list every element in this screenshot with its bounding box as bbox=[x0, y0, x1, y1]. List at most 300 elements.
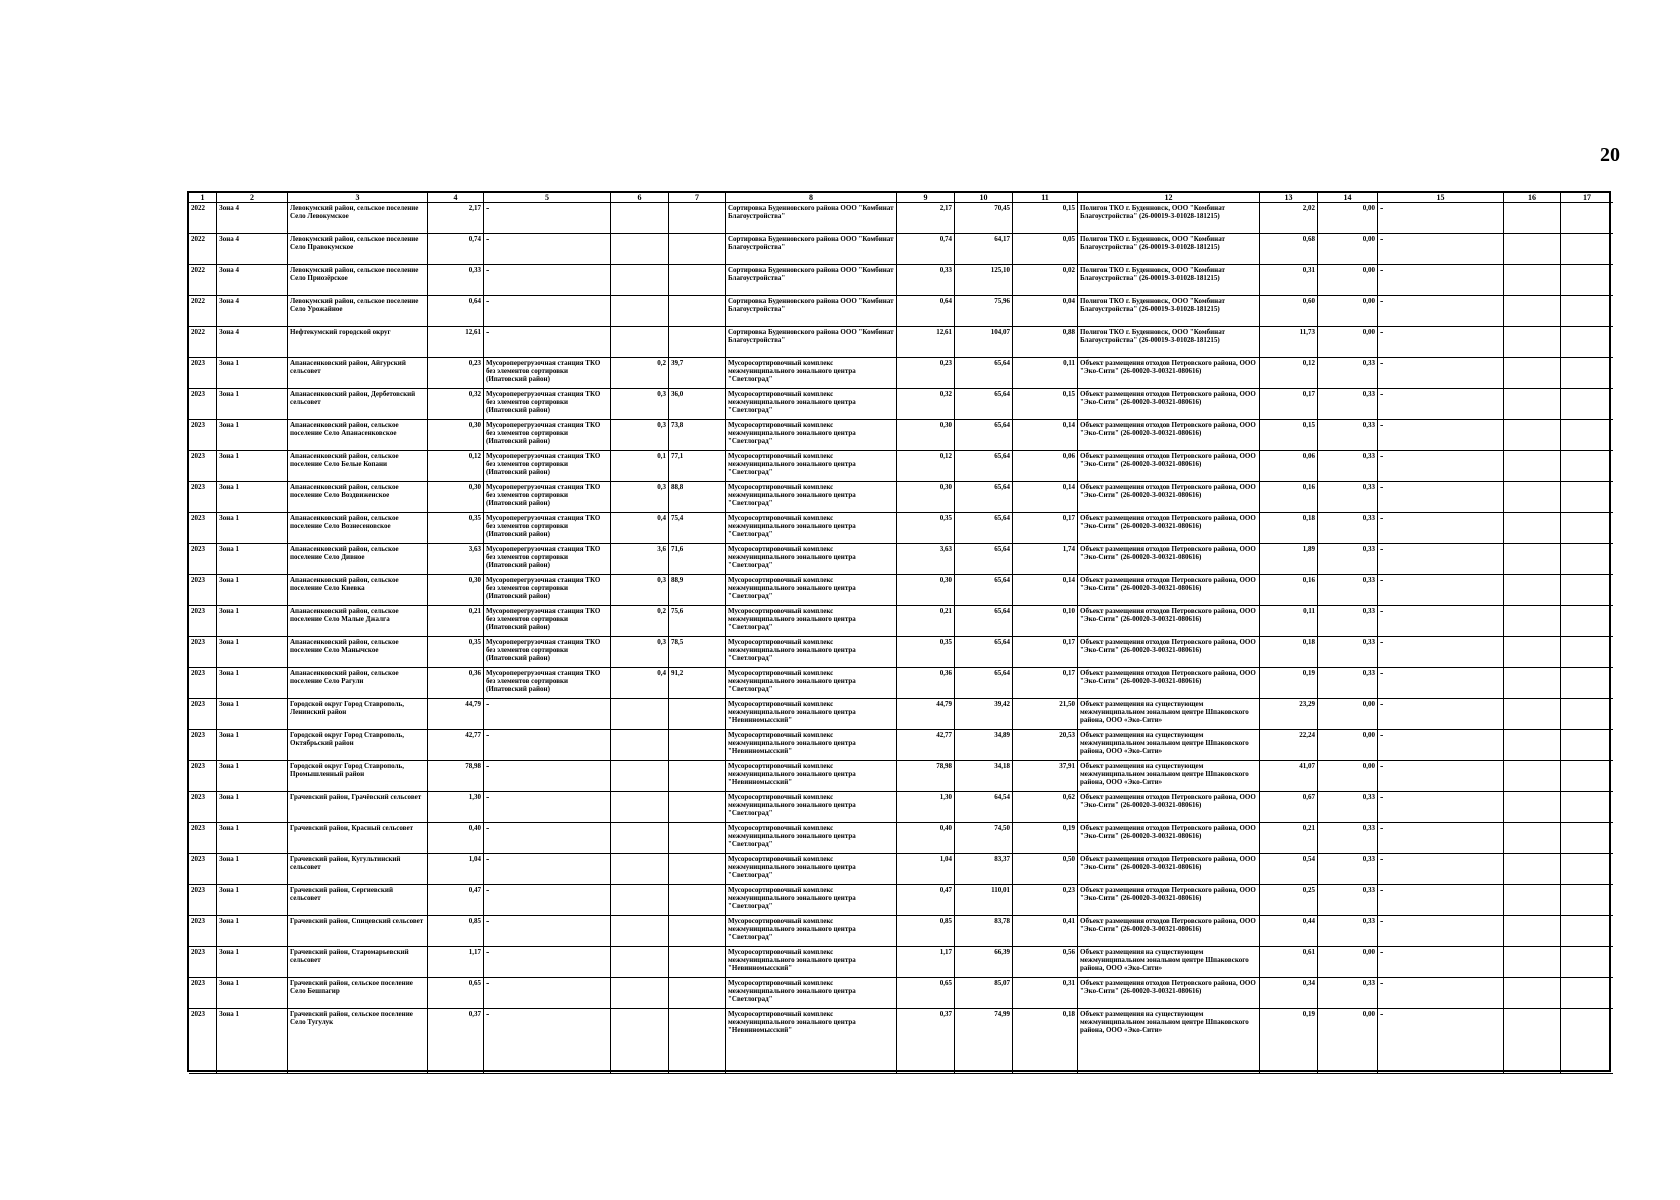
table-cell: 0,3 bbox=[611, 420, 669, 451]
table-cell: 0,16 bbox=[1260, 575, 1318, 606]
table-cell bbox=[1504, 668, 1561, 699]
table-cell bbox=[1561, 699, 1613, 730]
table-cell bbox=[1504, 575, 1561, 606]
table-cell: Грачевский район, Старомарьевский сельсовет bbox=[288, 947, 428, 978]
table-cell: - bbox=[1378, 730, 1504, 761]
table-cell: 0,11 bbox=[1013, 358, 1078, 389]
table-cell: Сортировка Буденновского района ООО "Комбинат Благоустройства" bbox=[726, 234, 897, 265]
table-cell bbox=[611, 761, 669, 792]
table-cell: Мусороперегрузочная станция ТКО без элементов сортировки (Ипатовский район) bbox=[484, 451, 611, 482]
column-header: 6 bbox=[611, 193, 669, 203]
table-cell: - bbox=[484, 947, 611, 978]
table-cell bbox=[611, 730, 669, 761]
table-cell: Объект размещения отходов Петровского района, ООО "Эко-Сити" (26-00020-З-00321-080616) bbox=[1078, 916, 1260, 947]
table-cell: 44,79 bbox=[897, 699, 955, 730]
table-cell: 34,89 bbox=[955, 730, 1013, 761]
table-cell: 0,34 bbox=[1260, 978, 1318, 1009]
table-cell: Объект размещения на существующем межмуниципальном зональном центре Шпаковского района, ООО «Эко-Сити» bbox=[1078, 699, 1260, 730]
table-cell: Мусороперегрузочная станция ТКО без элементов сортировки (Ипатовский район) bbox=[484, 389, 611, 420]
table-cell: Левокумский район, сельское поселение Село Правокумское bbox=[288, 234, 428, 265]
table-cell: 2,17 bbox=[897, 203, 955, 234]
table-cell: Объект размещения отходов Петровского района, ООО "Эко-Сити" (26-00020-З-00321-080616) bbox=[1078, 513, 1260, 544]
table-cell: - bbox=[1378, 978, 1504, 1009]
table-cell: 65,64 bbox=[955, 420, 1013, 451]
table-cell: 0,00 bbox=[1318, 699, 1378, 730]
table-cell: 0,33 bbox=[1318, 823, 1378, 854]
page-number: 20 bbox=[1600, 144, 1620, 166]
table-cell: 88,8 bbox=[669, 482, 726, 513]
table-cell: 0,00 bbox=[1318, 730, 1378, 761]
table-cell: Сортировка Буденновского района ООО "Комбинат Благоустройства" bbox=[726, 203, 897, 234]
table-cell: 0,33 bbox=[1318, 482, 1378, 513]
table-cell bbox=[1561, 885, 1613, 916]
table-cell: 0,33 bbox=[1318, 637, 1378, 668]
table-cell: Зона 1 bbox=[217, 668, 288, 699]
table-cell: 2023 bbox=[189, 854, 217, 885]
table-cell: Апанасенковский район, сельское поселение Село Рагули bbox=[288, 668, 428, 699]
table-cell: - bbox=[1378, 234, 1504, 265]
table-cell: Мусоросортировочный комплекс межмуниципального зонального центра "Светлоград" bbox=[726, 823, 897, 854]
table-cell bbox=[669, 203, 726, 234]
table-cell: 2023 bbox=[189, 761, 217, 792]
table-cell bbox=[1561, 730, 1613, 761]
table-cell: Зона 1 bbox=[217, 730, 288, 761]
table-cell: Зона 1 bbox=[217, 544, 288, 575]
table-cell: 0,33 bbox=[1318, 978, 1378, 1009]
table-cell: 65,64 bbox=[955, 482, 1013, 513]
table-cell: 0,35 bbox=[428, 513, 484, 544]
table-cell: 74,50 bbox=[955, 823, 1013, 854]
table-cell: 2023 bbox=[189, 1009, 217, 1074]
table-cell: 0,06 bbox=[1260, 451, 1318, 482]
table-cell: Полигон ТКО г. Буденновск, ООО "Комбинат Благоустройства" (26-00019-З-01028-181215) bbox=[1078, 265, 1260, 296]
table-cell: Объект размещения отходов Петровского района, ООО "Эко-Сити" (26-00020-З-00321-080616) bbox=[1078, 978, 1260, 1009]
table-cell: Зона 4 bbox=[217, 327, 288, 358]
column-header: 1 bbox=[189, 193, 217, 203]
table-cell: Полигон ТКО г. Буденновск, ООО "Комбинат Благоустройства" (26-00019-З-01028-181215) bbox=[1078, 327, 1260, 358]
table-cell: 0,33 bbox=[1318, 668, 1378, 699]
table-cell: Сортировка Буденновского района ООО "Комбинат Благоустройства" bbox=[726, 296, 897, 327]
table-cell: 2023 bbox=[189, 389, 217, 420]
table-cell: Объект размещения отходов Петровского района, ООО "Эко-Сити" (26-00020-З-00321-080616) bbox=[1078, 606, 1260, 637]
table-cell bbox=[669, 730, 726, 761]
table-cell: - bbox=[1378, 513, 1504, 544]
table-cell: 71,6 bbox=[669, 544, 726, 575]
table-cell: 0,25 bbox=[1260, 885, 1318, 916]
table-cell: Мусоросортировочный комплекс межмуниципального зонального центра "Светлоград" bbox=[726, 420, 897, 451]
table-cell: Мусороперегрузочная станция ТКО без элементов сортировки (Ипатовский район) bbox=[484, 420, 611, 451]
table-cell: 0,00 bbox=[1318, 1009, 1378, 1074]
table-cell: Объект размещения отходов Петровского района, ООО "Эко-Сити" (26-00020-З-00321-080616) bbox=[1078, 792, 1260, 823]
table-cell bbox=[611, 823, 669, 854]
table-cell: 0,00 bbox=[1318, 947, 1378, 978]
table-cell: 0,10 bbox=[1013, 606, 1078, 637]
table-cell: 65,64 bbox=[955, 544, 1013, 575]
table-cell: 0,68 bbox=[1260, 234, 1318, 265]
table-cell: 2023 bbox=[189, 606, 217, 637]
table-cell: Грачевский район, Кугультинский сельсовет bbox=[288, 854, 428, 885]
table-cell: Нефтекумский городской округ bbox=[288, 327, 428, 358]
table-cell bbox=[669, 947, 726, 978]
table-cell bbox=[1504, 296, 1561, 327]
table-cell: Зона 1 bbox=[217, 482, 288, 513]
table-cell: 0,33 bbox=[1318, 792, 1378, 823]
table-cell: Грачевский район, сельское поселение Село Тугулук bbox=[288, 1009, 428, 1074]
table-cell: Сортировка Буденновского района ООО "Комбинат Благоустройства" bbox=[726, 327, 897, 358]
table-cell: - bbox=[1378, 637, 1504, 668]
table-cell: Грачевский район, Спицевский сельсовет bbox=[288, 916, 428, 947]
table-cell: 0,1 bbox=[611, 451, 669, 482]
table-cell: Объект размещения отходов Петровского района, ООО "Эко-Сити" (26-00020-З-00321-080616) bbox=[1078, 823, 1260, 854]
table-cell bbox=[1561, 451, 1613, 482]
table-cell: Апанасенковский район, Айгурский сельсовет bbox=[288, 358, 428, 389]
table-cell: Мусоросортировочный комплекс межмуниципального зонального центра "Светлоград" bbox=[726, 451, 897, 482]
table-cell: 66,39 bbox=[955, 947, 1013, 978]
table-cell: 75,96 bbox=[955, 296, 1013, 327]
table-cell: 0,11 bbox=[1260, 606, 1318, 637]
table-cell: Городской округ Город Ставрополь, Промышленный район bbox=[288, 761, 428, 792]
table-cell bbox=[1504, 234, 1561, 265]
table-cell: 88,9 bbox=[669, 575, 726, 606]
table-cell: - bbox=[484, 823, 611, 854]
table-cell: Объект размещения отходов Петровского района, ООО "Эко-Сити" (26-00020-З-00321-080616) bbox=[1078, 637, 1260, 668]
table-cell bbox=[1504, 1009, 1561, 1074]
table-cell: 1,17 bbox=[897, 947, 955, 978]
table-cell: 3,6 bbox=[611, 544, 669, 575]
table-cell: 1,30 bbox=[897, 792, 955, 823]
table-cell: Мусороперегрузочная станция ТКО без элементов сортировки (Ипатовский район) bbox=[484, 575, 611, 606]
table-cell: 2023 bbox=[189, 947, 217, 978]
table-cell: - bbox=[484, 792, 611, 823]
table-cell bbox=[1504, 389, 1561, 420]
table-cell bbox=[1561, 296, 1613, 327]
table-cell: 2023 bbox=[189, 544, 217, 575]
table-cell: 2022 bbox=[189, 203, 217, 234]
table-cell: Полигон ТКО г. Буденновск, ООО "Комбинат Благоустройства" (26-00019-З-01028-181215) bbox=[1078, 203, 1260, 234]
table-cell: 78,5 bbox=[669, 637, 726, 668]
table-cell: Мусоросортировочный комплекс межмуниципального зонального центра "Светлоград" bbox=[726, 513, 897, 544]
table-cell: 0,18 bbox=[1260, 513, 1318, 544]
table-cell bbox=[1504, 699, 1561, 730]
table-cell: 0,60 bbox=[1260, 296, 1318, 327]
table-cell: - bbox=[1378, 668, 1504, 699]
table-cell: 44,79 bbox=[428, 699, 484, 730]
table-cell: 37,91 bbox=[1013, 761, 1078, 792]
table-cell: Объект размещения отходов Петровского района, ООО "Эко-Сити" (26-00020-З-00321-080616) bbox=[1078, 420, 1260, 451]
table-cell: 0,37 bbox=[897, 1009, 955, 1074]
table-cell bbox=[1504, 544, 1561, 575]
table-cell: - bbox=[1378, 296, 1504, 327]
table-cell: 65,64 bbox=[955, 451, 1013, 482]
table-cell: 0,23 bbox=[1013, 885, 1078, 916]
table-cell: Мусоросортировочный комплекс межмуниципального зонального центра "Светлоград" bbox=[726, 606, 897, 637]
table-cell: 65,64 bbox=[955, 575, 1013, 606]
table-cell: 0,21 bbox=[428, 606, 484, 637]
table-cell bbox=[1561, 606, 1613, 637]
table-cell: 0,33 bbox=[1318, 916, 1378, 947]
table-cell: - bbox=[1378, 203, 1504, 234]
table-cell: 0,00 bbox=[1318, 327, 1378, 358]
table-cell: Городской округ Город Ставрополь, Октябрьский район bbox=[288, 730, 428, 761]
table-cell: Апанасенковский район, сельское поселение Село Киевка bbox=[288, 575, 428, 606]
table-cell: 0,17 bbox=[1013, 668, 1078, 699]
table-cell: Зона 1 bbox=[217, 699, 288, 730]
table-cell bbox=[611, 296, 669, 327]
table-cell: Зона 1 bbox=[217, 389, 288, 420]
table-cell: 73,8 bbox=[669, 420, 726, 451]
table-cell: Зона 1 bbox=[217, 978, 288, 1009]
table-cell bbox=[669, 327, 726, 358]
table-cell: 0,85 bbox=[428, 916, 484, 947]
table-cell: 0,36 bbox=[428, 668, 484, 699]
table-cell: - bbox=[1378, 327, 1504, 358]
table-cell bbox=[1504, 730, 1561, 761]
table-cell: Апанасенковский район, Дербетовский сельсовет bbox=[288, 389, 428, 420]
table-cell: 0,41 bbox=[1013, 916, 1078, 947]
table-cell: 36,0 bbox=[669, 389, 726, 420]
table-cell: 65,64 bbox=[955, 606, 1013, 637]
column-header: 12 bbox=[1078, 193, 1260, 203]
table-cell: Городской округ Город Ставрополь, Ленинский район bbox=[288, 699, 428, 730]
table-cell: Левокумский район, сельское поселение Село Урожайное bbox=[288, 296, 428, 327]
table-cell: 0,12 bbox=[1260, 358, 1318, 389]
column-header: 3 bbox=[288, 193, 428, 203]
table-cell: 0,30 bbox=[428, 575, 484, 606]
table-cell: 22,24 bbox=[1260, 730, 1318, 761]
table-cell: 0,47 bbox=[897, 885, 955, 916]
table-cell bbox=[1504, 327, 1561, 358]
table-cell: 0,33 bbox=[1318, 544, 1378, 575]
table-cell: Левокумский район, сельское поселение Село Приозёрское bbox=[288, 265, 428, 296]
table-cell: 0,00 bbox=[1318, 296, 1378, 327]
table-cell: 0,19 bbox=[1260, 1009, 1318, 1074]
column-header: 8 bbox=[726, 193, 897, 203]
table-cell: 39,7 bbox=[669, 358, 726, 389]
table-cell: 42,77 bbox=[897, 730, 955, 761]
table-cell: 0,85 bbox=[897, 916, 955, 947]
table-cell: Зона 1 bbox=[217, 1009, 288, 1074]
table-cell: 23,29 bbox=[1260, 699, 1318, 730]
table-cell: 0,56 bbox=[1013, 947, 1078, 978]
table-cell bbox=[1504, 947, 1561, 978]
table-cell: 2023 bbox=[189, 978, 217, 1009]
table-cell: 11,73 bbox=[1260, 327, 1318, 358]
table-cell: Мусороперегрузочная станция ТКО без элементов сортировки (Ипатовский район) bbox=[484, 637, 611, 668]
table-cell bbox=[669, 792, 726, 823]
table-cell: - bbox=[1378, 885, 1504, 916]
table-cell: Мусоросортировочный комплекс межмуниципального зонального центра "Светлоград" bbox=[726, 854, 897, 885]
table-cell: - bbox=[484, 203, 611, 234]
table-cell bbox=[1561, 327, 1613, 358]
table-cell: Зона 1 bbox=[217, 761, 288, 792]
table-cell: 21,50 bbox=[1013, 699, 1078, 730]
table-cell: Мусоросортировочный комплекс межмуниципального зонального центра "Невинномысский" bbox=[726, 699, 897, 730]
table-cell: 104,07 bbox=[955, 327, 1013, 358]
table-cell: 0,17 bbox=[1013, 637, 1078, 668]
table-cell: - bbox=[484, 234, 611, 265]
table-cell: - bbox=[1378, 947, 1504, 978]
table-cell: Объект размещения отходов Петровского района, ООО "Эко-Сити" (26-00020-З-00321-080616) bbox=[1078, 854, 1260, 885]
table-cell: Объект размещения отходов Петровского района, ООО "Эко-Сити" (26-00020-З-00321-080616) bbox=[1078, 482, 1260, 513]
table-cell: 0,21 bbox=[897, 606, 955, 637]
table-cell: - bbox=[484, 730, 611, 761]
table-cell: 0,05 bbox=[1013, 234, 1078, 265]
table-cell bbox=[669, 296, 726, 327]
table-cell bbox=[1561, 1009, 1613, 1074]
table-cell: 0,33 bbox=[1318, 451, 1378, 482]
table-cell: 0,30 bbox=[428, 482, 484, 513]
table-cell: - bbox=[1378, 265, 1504, 296]
table-cell: 65,64 bbox=[955, 358, 1013, 389]
table-cell: - bbox=[484, 699, 611, 730]
table-cell bbox=[611, 885, 669, 916]
table-cell: 64,17 bbox=[955, 234, 1013, 265]
table-cell: - bbox=[1378, 1009, 1504, 1074]
table-cell: Объект размещения отходов Петровского района, ООО "Эко-Сити" (26-00020-З-00321-080616) bbox=[1078, 389, 1260, 420]
table-cell: Мусоросортировочный комплекс межмуниципального зонального центра "Светлоград" bbox=[726, 575, 897, 606]
table-cell: 0,19 bbox=[1260, 668, 1318, 699]
table-cell: 0,44 bbox=[1260, 916, 1318, 947]
table-cell: 2023 bbox=[189, 637, 217, 668]
table-cell: 2022 bbox=[189, 234, 217, 265]
table-cell: Мусоросортировочный комплекс межмуниципального зонального центра "Невинномысский" bbox=[726, 1009, 897, 1074]
table-cell: Мусороперегрузочная станция ТКО без элементов сортировки (Ипатовский район) bbox=[484, 513, 611, 544]
table-cell: Зона 1 bbox=[217, 947, 288, 978]
table-cell: 3,63 bbox=[897, 544, 955, 575]
table-cell: - bbox=[1378, 761, 1504, 792]
table-cell bbox=[669, 761, 726, 792]
table-cell: 0,4 bbox=[611, 513, 669, 544]
table-cell: 2023 bbox=[189, 916, 217, 947]
table-cell: 75,4 bbox=[669, 513, 726, 544]
table-cell: Зона 1 bbox=[217, 606, 288, 637]
table-cell: 2023 bbox=[189, 420, 217, 451]
table-cell: 1,30 bbox=[428, 792, 484, 823]
table-cell bbox=[1504, 265, 1561, 296]
table-cell bbox=[1504, 451, 1561, 482]
table-cell: 77,1 bbox=[669, 451, 726, 482]
table-cell: 78,98 bbox=[897, 761, 955, 792]
table-cell: Мусоросортировочный комплекс межмуниципального зонального центра "Светлоград" bbox=[726, 668, 897, 699]
table-cell: Апанасенковский район, сельское поселение Село Малые Джалга bbox=[288, 606, 428, 637]
table-cell: 39,42 bbox=[955, 699, 1013, 730]
table-cell: 0,17 bbox=[1013, 513, 1078, 544]
table-cell: 0,33 bbox=[1318, 513, 1378, 544]
table-cell: 42,77 bbox=[428, 730, 484, 761]
table-cell bbox=[611, 203, 669, 234]
table-cell: Грачевский район, Красный сельсовет bbox=[288, 823, 428, 854]
table-cell: 110,01 bbox=[955, 885, 1013, 916]
table-cell bbox=[1504, 482, 1561, 513]
table-cell: 0,30 bbox=[897, 482, 955, 513]
table-cell: 0,40 bbox=[428, 823, 484, 854]
table-cell: Объект размещения отходов Петровского района, ООО "Эко-Сити" (26-00020-З-00321-080616) bbox=[1078, 885, 1260, 916]
table-cell: 91,2 bbox=[669, 668, 726, 699]
table-cell: 83,78 bbox=[955, 916, 1013, 947]
table-cell: - bbox=[1378, 482, 1504, 513]
table-cell: Мусоросортировочный комплекс межмуниципального зонального центра "Светлоград" bbox=[726, 358, 897, 389]
table-cell bbox=[1561, 637, 1613, 668]
table-cell: 0,54 bbox=[1260, 854, 1318, 885]
table-cell bbox=[1561, 761, 1613, 792]
table-cell: Мусоросортировочный комплекс межмуниципального зонального центра "Светлоград" bbox=[726, 885, 897, 916]
table-cell: Апанасенковский район, сельское поселение Село Манычское bbox=[288, 637, 428, 668]
table-cell: 70,45 bbox=[955, 203, 1013, 234]
table-cell: Зона 1 bbox=[217, 637, 288, 668]
table-cell: 0,14 bbox=[1013, 420, 1078, 451]
table-cell: 65,64 bbox=[955, 513, 1013, 544]
table-cell: Мусороперегрузочная станция ТКО без элементов сортировки (Ипатовский район) bbox=[484, 606, 611, 637]
table-cell: 0,37 bbox=[428, 1009, 484, 1074]
table-cell bbox=[669, 699, 726, 730]
table-cell bbox=[1504, 916, 1561, 947]
table-cell: - bbox=[484, 978, 611, 1009]
table-cell: 0,18 bbox=[1013, 1009, 1078, 1074]
table-cell: 1,74 bbox=[1013, 544, 1078, 575]
table-cell bbox=[1504, 761, 1561, 792]
table-cell: 0,33 bbox=[1318, 885, 1378, 916]
table-cell: Объект размещения отходов Петровского района, ООО "Эко-Сити" (26-00020-З-00321-080616) bbox=[1078, 575, 1260, 606]
table-cell: Сортировка Буденновского района ООО "Комбинат Благоустройства" bbox=[726, 265, 897, 296]
table-cell: 78,98 bbox=[428, 761, 484, 792]
table-cell: 0,04 bbox=[1013, 296, 1078, 327]
table-cell: - bbox=[1378, 606, 1504, 637]
table-cell: 83,37 bbox=[955, 854, 1013, 885]
table-cell: 2023 bbox=[189, 482, 217, 513]
table-cell: Зона 1 bbox=[217, 451, 288, 482]
table-cell: Мусоросортировочный комплекс межмуниципального зонального центра "Светлоград" bbox=[726, 792, 897, 823]
table-cell: 0,47 bbox=[428, 885, 484, 916]
table-cell: 0,19 bbox=[1013, 823, 1078, 854]
table-cell bbox=[1504, 854, 1561, 885]
table-cell: 0,23 bbox=[428, 358, 484, 389]
table-cell: Апанасенковский район, сельское поселение Село Вознесеновское bbox=[288, 513, 428, 544]
table-cell: 2,02 bbox=[1260, 203, 1318, 234]
table-cell bbox=[1561, 544, 1613, 575]
table-cell: Мусоросортировочный комплекс межмуниципального зонального центра "Светлоград" bbox=[726, 389, 897, 420]
table-cell: - bbox=[1378, 575, 1504, 606]
table-cell: Апанасенковский район, сельское поселение Село Воздвиженское bbox=[288, 482, 428, 513]
table-cell: 0,74 bbox=[897, 234, 955, 265]
table-cell: 0,31 bbox=[1013, 978, 1078, 1009]
table-cell: 0,3 bbox=[611, 389, 669, 420]
table-cell bbox=[1561, 482, 1613, 513]
table-cell: Полигон ТКО г. Буденновск, ООО "Комбинат Благоустройства" (26-00019-З-01028-181215) bbox=[1078, 234, 1260, 265]
table-cell: 2023 bbox=[189, 792, 217, 823]
table-cell: 75,6 bbox=[669, 606, 726, 637]
table-cell bbox=[1561, 234, 1613, 265]
table-cell: Объект размещения отходов Петровского района, ООО "Эко-Сити" (26-00020-З-00321-080616) bbox=[1078, 451, 1260, 482]
table-cell: 0,32 bbox=[428, 389, 484, 420]
table-cell: - bbox=[1378, 854, 1504, 885]
table-cell: 0,33 bbox=[897, 265, 955, 296]
table-cell bbox=[611, 854, 669, 885]
table-cell bbox=[669, 1009, 726, 1074]
table-cell: 0,18 bbox=[1260, 637, 1318, 668]
table-cell: 0,88 bbox=[1013, 327, 1078, 358]
table-cell: 12,61 bbox=[897, 327, 955, 358]
table-cell: - bbox=[484, 296, 611, 327]
table-cell bbox=[1504, 978, 1561, 1009]
table-cell: Мусоросортировочный комплекс межмуниципального зонального центра "Светлоград" bbox=[726, 544, 897, 575]
table-cell: 0,14 bbox=[1013, 482, 1078, 513]
table-cell bbox=[611, 947, 669, 978]
table-cell: 3,63 bbox=[428, 544, 484, 575]
table-cell bbox=[611, 699, 669, 730]
table-cell: 0,67 bbox=[1260, 792, 1318, 823]
table-cell: 0,15 bbox=[1013, 203, 1078, 234]
table-cell: Объект размещения отходов Петровского района, ООО "Эко-Сити" (26-00020-З-00321-080616) bbox=[1078, 544, 1260, 575]
